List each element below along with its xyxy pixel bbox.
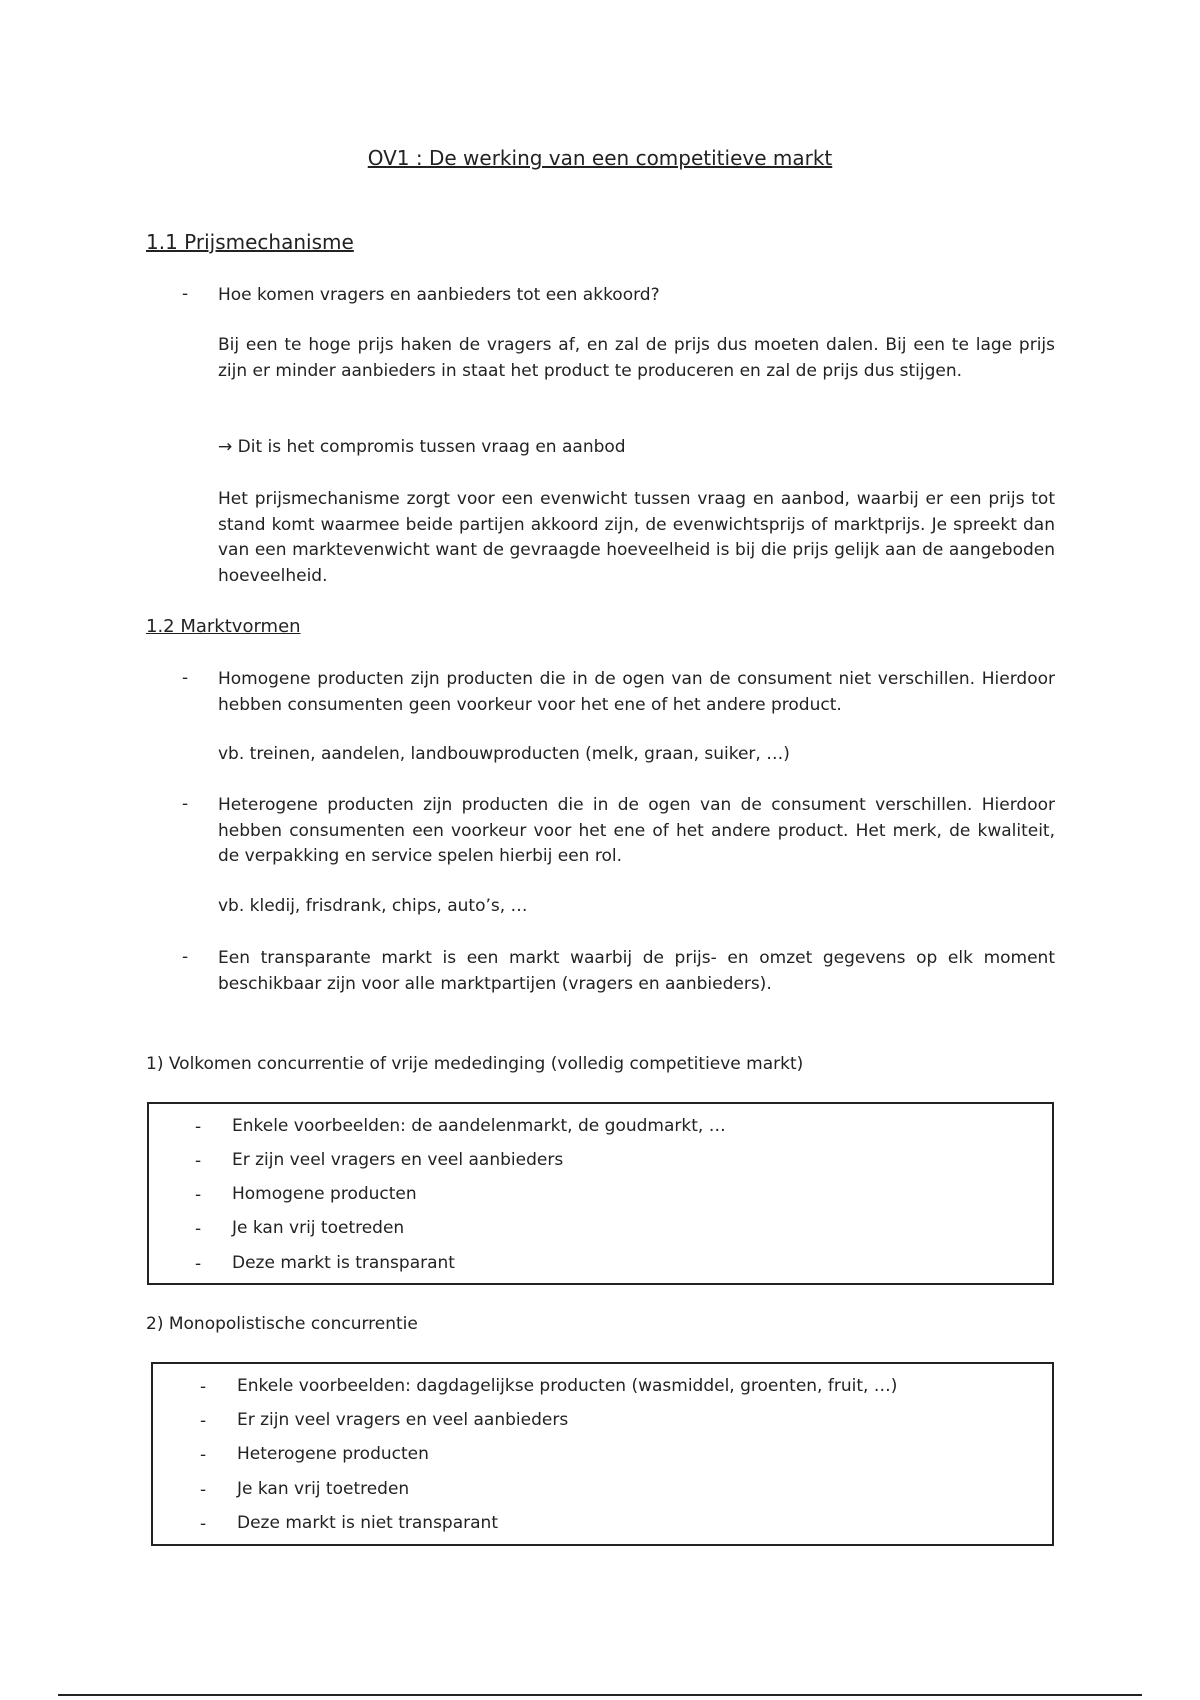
list-item: Enkele voorbeelden: dagdagelijkse producten (wasmiddel, groenten, fruit, …): [237, 1376, 898, 1396]
example-heterogeneous: vb. kledij, frisdrank, chips, auto’s, …: [218, 896, 528, 916]
list-item-dash: -: [200, 1445, 207, 1465]
section-heading-prijsmechanisme: 1.1 Prijsmechanisme: [146, 230, 354, 254]
footer-divider: [58, 1694, 1142, 1696]
market-form-heading-perfect-competition: 1) Volkomen concurrentie of vrije mededinging (volledig competitieve markt): [146, 1054, 804, 1074]
bullet-transparent-market: Een transparante markt is een markt waarbij de prijs- en omzet gegevens op elk moment beschikbaar zijn voor alle marktpartijen (vragers en aanbieders).: [218, 948, 1055, 994]
bullet-homogeneous-products: Homogene producten zijn producten die in de ogen van de consument niet verschillen. Hierdoor hebben consumenten geen voorkeur voor het ene of het andere product.: [218, 669, 1055, 715]
list-item-dash: -: [200, 1480, 207, 1500]
list-item: Heterogene producten: [237, 1444, 429, 1464]
paragraph-price-mechanism: Het prijsmechanisme zorgt voor een evenwicht tussen vraag en aanbod, waarbij er een prijs tot stand komt waarmee beide partijen akkoord zijn, de evenwichtsprijs of marktprijs. Je spreekt dan van een marktevenwicht want de gevraagde hoeveelheid is bij die prijs gelijk aan de aangeboden hoeveelheid.: [218, 489, 1055, 586]
bullet-dash: -: [182, 668, 189, 688]
monopolistic-competition-box: [151, 1362, 1054, 1546]
list-item: Enkele voorbeelden: de aandelenmarkt, de goudmarkt, …: [232, 1116, 726, 1136]
bullet-heterogeneous-products: Heterogene producten zijn producten die in de ogen van de consument verschillen. Hierdoor hebben consumenten een voorkeur voor het ene of het andere product. Het merk, de kwaliteit, de verpakking en service spelen hierbij een rol.: [218, 795, 1055, 866]
page-title: OV1 : De werking van een competitieve markt: [367, 146, 833, 170]
bullet-dash: -: [182, 284, 189, 304]
list-item: Je kan vrij toetreden: [237, 1479, 410, 1499]
list-item-dash: -: [200, 1377, 207, 1397]
bullet-dash: -: [182, 947, 189, 967]
list-item-dash: -: [195, 1254, 202, 1274]
list-item-dash: -: [200, 1514, 207, 1534]
list-item: Er zijn veel vragers en veel aanbieders: [232, 1150, 564, 1170]
paragraph-price-adjustment: Bij een te hoge prijs haken de vragers af, en zal de prijs dus moeten dalen. Bij een te lage prijs zijn er minder aanbieders in staat het product te produceren en zal de prijs dus stijgen.: [218, 335, 1055, 381]
bullet-dash: -: [182, 794, 189, 814]
list-item: Deze markt is niet transparant: [237, 1513, 498, 1533]
list-item: Er zijn veel vragers en veel aanbieders: [237, 1410, 569, 1430]
list-item: Homogene producten: [232, 1184, 417, 1204]
list-item: Deze markt is transparant: [232, 1253, 455, 1273]
list-item-dash: -: [195, 1117, 202, 1137]
arrow-note: → Dit is het compromis tussen vraag en aanbod: [218, 437, 626, 457]
perfect-competition-box: [147, 1102, 1054, 1285]
list-item: Je kan vrij toetreden: [232, 1218, 405, 1238]
bullet-question: Hoe komen vragers en aanbieders tot een akkoord?: [218, 285, 660, 305]
list-item-dash: -: [195, 1185, 202, 1205]
list-item-dash: -: [200, 1411, 207, 1431]
market-form-heading-monopolistic-competition: 2) Monopolistische concurrentie: [146, 1314, 418, 1334]
list-item-dash: -: [195, 1219, 202, 1239]
list-item-dash: -: [195, 1151, 202, 1171]
section-heading-marktvormen: 1.2 Marktvormen: [146, 616, 301, 637]
example-homogeneous: vb. treinen, aandelen, landbouwproducten (melk, graan, suiker, …): [218, 744, 790, 764]
